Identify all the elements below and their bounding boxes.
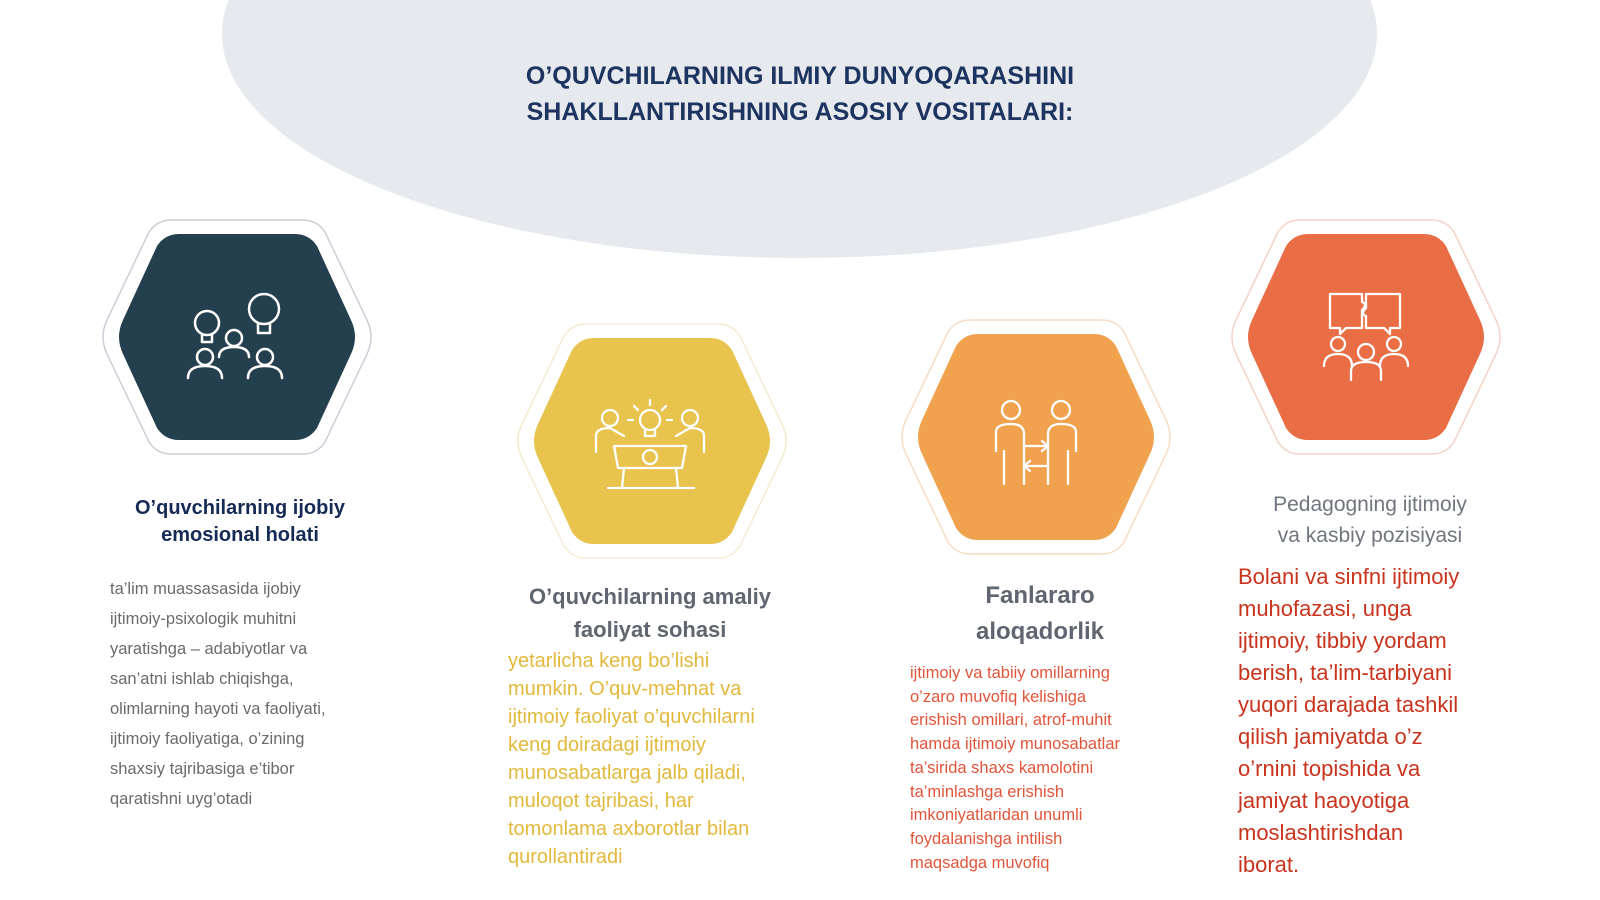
body-line: yaratishga – adabiyotlar va xyxy=(110,640,308,658)
body-line: ijtimoiy faoliyat o’quvchilarni xyxy=(508,706,755,728)
body-line: muloqot tajribasi, har xyxy=(508,790,694,812)
body-line: olimlarning hayoti va faoliyati, xyxy=(110,700,326,718)
body-line: qilish jamiyatda o’z xyxy=(1238,724,1423,749)
body-line: san’atni ishlab chiqishga, xyxy=(110,670,294,688)
column-3-heading xyxy=(900,578,1180,650)
body-line: ta’minlashga erishish xyxy=(910,782,1065,801)
column-4-heading-line: va kasbiy pozisiyasi xyxy=(1277,524,1463,547)
column-3-body xyxy=(910,662,1165,875)
column-4-body xyxy=(1238,561,1494,881)
column-4-heading-line: Pedagogning ijtimoiy xyxy=(1273,493,1467,516)
body-line: moslashtirishdan xyxy=(1238,820,1404,845)
body-line: munosabatlarga jalb qiladi, xyxy=(508,762,746,784)
body-line: mumkin. O’quv-mehnat va xyxy=(508,678,742,700)
body-line: jamiyat haoyotiga xyxy=(1238,788,1410,813)
body-line: berish, ta’lim-tarbiyani xyxy=(1238,660,1452,685)
body-line: qaratishni uyg’otadi xyxy=(110,790,253,808)
body-line: qurollantiradi xyxy=(508,846,623,868)
body-line: maqsadga muvofiq xyxy=(910,853,1050,872)
body-line: ijtimoiy va tabiiy omillarning xyxy=(910,664,1110,682)
body-line: imkoniyatlaridan unumli xyxy=(910,806,1083,825)
column-4-heading xyxy=(1220,489,1520,551)
body-line: o’zaro muvofiq kelishiga xyxy=(910,687,1087,706)
title-line-2: SHAKLLANTIRISHNING ASOSIY VOSITALARI: xyxy=(526,98,1074,126)
body-line: ijtimoiy-psixologik muhitni xyxy=(110,610,297,628)
body-line: foydalanishga intilish xyxy=(910,829,1063,848)
body-line: ta’lim muassasasida ijobiy xyxy=(110,580,301,598)
body-line: shaxsiy tajribasiga e’tibor xyxy=(110,760,295,778)
column-2-heading xyxy=(505,580,795,646)
hexagon-2 xyxy=(514,320,790,562)
title-line-1: O’QUVCHILARNING ILMIY DUNYOQARASHINI xyxy=(525,62,1075,90)
body-line: ijtimoiy, tibbiy yordam xyxy=(1238,628,1447,653)
body-line: ijtimoiy faoliyatiga, o’zining xyxy=(110,730,305,748)
hexagon-4 xyxy=(1228,216,1504,458)
body-line: yetarlicha keng bo’lishi xyxy=(508,650,710,672)
column-1-body xyxy=(110,574,365,814)
body-line: ta’sirida shaxs kamolotini xyxy=(910,758,1094,777)
column-2-body xyxy=(508,647,792,871)
column-1-heading-line: O’quvchilarning ijobiy xyxy=(134,497,346,519)
body-line: erishish omillari, atrof-muhit xyxy=(910,711,1112,730)
column-2-heading-line: O’quvchilarning amaliy xyxy=(528,584,772,609)
body-line: keng doiradagi ijtimoiy xyxy=(508,734,706,756)
body-line: hamda ijtimoiy munosabatlar xyxy=(910,735,1121,754)
body-line: o’rnini topishida va xyxy=(1238,756,1421,781)
body-line: tomonlama axborotlar bilan xyxy=(508,818,750,840)
body-line: muhofazasi, unga xyxy=(1238,596,1412,621)
body-line: Bolani va sinfni ijtimoiy xyxy=(1238,564,1460,589)
column-3-heading-line: Fanlararo xyxy=(985,582,1095,609)
body-line: iborat. xyxy=(1238,852,1300,877)
body-line: yuqori darajada tashkil xyxy=(1238,692,1459,717)
hexagon-1 xyxy=(99,216,375,458)
column-2-heading-line: faoliyat sohasi xyxy=(573,617,727,642)
column-1-heading xyxy=(100,495,380,549)
column-3-heading-line: aloqadorlik xyxy=(975,618,1105,645)
hexagon-3 xyxy=(898,316,1174,558)
page-title xyxy=(300,58,1300,130)
column-1-heading-line: emosional holati xyxy=(161,524,319,546)
